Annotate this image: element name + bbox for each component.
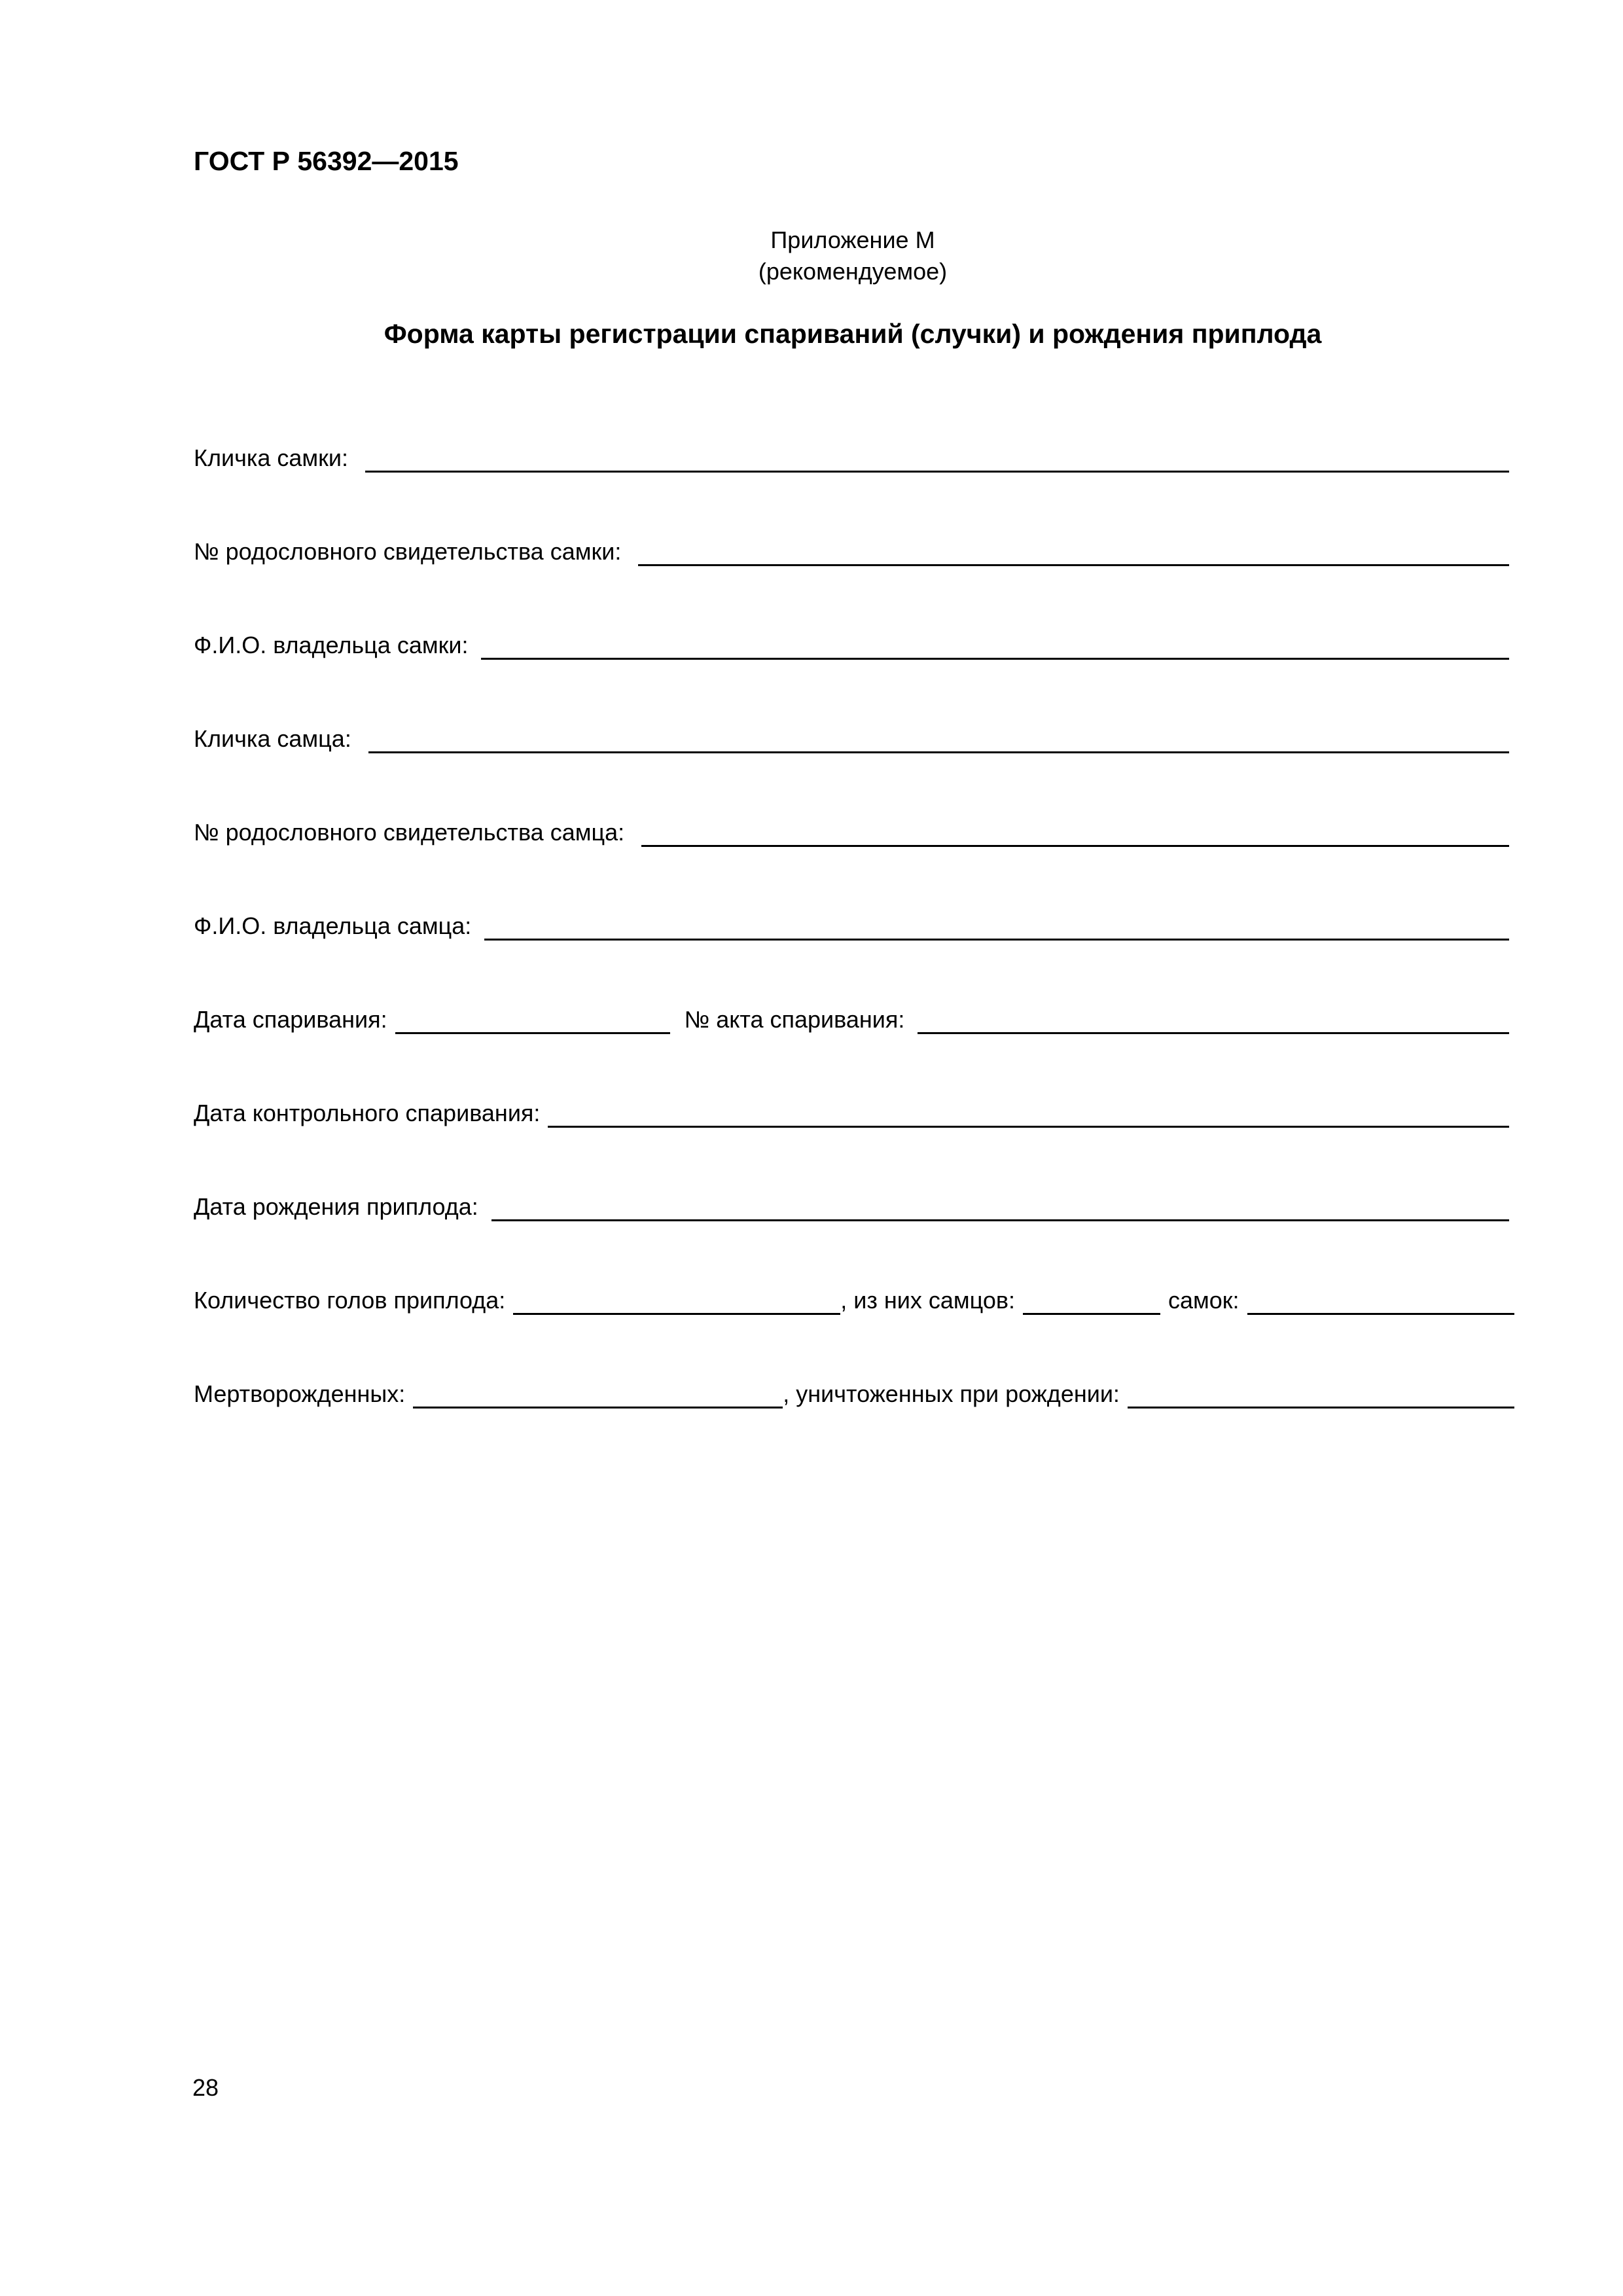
female-pedigree-field[interactable] [638, 564, 1509, 566]
field-row-litter-count [194, 1276, 1514, 1315]
field-row-female-owner [194, 620, 1509, 660]
destroyed-field[interactable] [1128, 1407, 1514, 1408]
male-name-label: Кличка самца: [194, 725, 351, 752]
mating-act-field[interactable] [918, 1032, 1509, 1034]
male-pedigree-field[interactable] [641, 845, 1509, 847]
male-name-field[interactable] [368, 751, 1509, 753]
field-row-litter-birth [194, 1182, 1509, 1221]
litter-birth-field[interactable] [491, 1219, 1509, 1221]
field-row-male-owner [194, 901, 1509, 941]
litter-count-label: Количество голов приплода: [194, 1287, 506, 1314]
field-row-stillborn [194, 1369, 1514, 1408]
stillborn-label: Мертворожденных: [194, 1380, 406, 1407]
mating-date-field[interactable] [395, 1032, 670, 1034]
male-pedigree-label: № родословного свидетельства самца: [194, 819, 625, 846]
mating-date-label: Дата спаривания: [194, 1006, 387, 1033]
female-name-label: Кличка самки: [194, 444, 349, 471]
female-pedigree-label: № родословного свидетельства самки: [194, 538, 622, 565]
field-row-female-pedigree [194, 527, 1509, 566]
annex-title: Приложение М [770, 226, 935, 253]
stillborn-field[interactable] [413, 1407, 783, 1408]
form-title: Форма карты регистрации спариваний (случки) и рождения приплода [383, 319, 1322, 349]
male-owner-field[interactable] [484, 939, 1509, 941]
mating-act-label: № акта спаривания: [684, 1006, 905, 1033]
males-count-field[interactable] [1023, 1313, 1160, 1315]
document-code: ГОСТ Р 56392—2015 [194, 146, 459, 176]
control-mating-label: Дата контрольного спаривания: [194, 1100, 541, 1126]
field-row-female-name [194, 433, 1509, 473]
female-owner-label: Ф.И.О. владельца самки: [194, 632, 469, 658]
destroyed-label: , уничтоженных при рождении: [783, 1380, 1120, 1407]
litter-count-field[interactable] [513, 1313, 840, 1315]
females-count-field[interactable] [1247, 1313, 1514, 1315]
field-row-control-mating [194, 1088, 1509, 1128]
females-count-label: самок: [1168, 1287, 1240, 1314]
males-count-label: , из них самцов: [840, 1287, 1015, 1314]
control-mating-field[interactable] [548, 1126, 1509, 1128]
field-row-mating [194, 995, 1509, 1034]
litter-birth-label: Дата рождения приплода: [194, 1193, 478, 1220]
field-row-male-pedigree [194, 808, 1509, 847]
female-name-field[interactable] [365, 471, 1509, 473]
page-number: 28 [192, 2074, 219, 2101]
annex-type: (рекомендуемое) [758, 258, 948, 285]
male-owner-label: Ф.И.О. владельца самца: [194, 912, 472, 939]
field-row-male-name [194, 714, 1509, 753]
female-owner-field[interactable] [481, 658, 1509, 660]
